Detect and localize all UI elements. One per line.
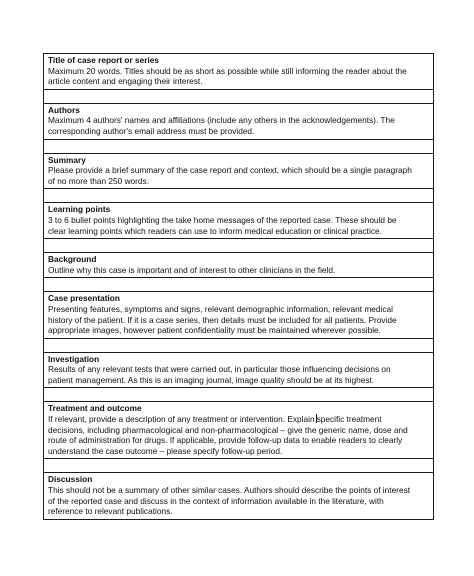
section-investigation (44, 352, 434, 388)
section-text-part: specific treatment decisions, including pharmacological and non-pharmacological – give the generic name, dose and route of administration for drugs. If applicable, provide follow-up data to enable readers to clearly understand the case outcome – please specify follow-up period. (48, 414, 408, 456)
blank-row (44, 388, 434, 402)
section-text: Maximum 4 authors' names and affiliations (include any others in the acknowledgements). The corresponding author's email address must be provided. (48, 115, 395, 136)
blank-cell[interactable] (44, 189, 434, 203)
section-text: Outline why this case is important and of interest to other clinicians in the field. (48, 264, 336, 275)
section-text: This should not be a summary of other similar cases. Authors should describe the points of interest of the reported case and discuss in the context of information available in the literature, with reference to relevant publications. (48, 485, 411, 517)
section-case-presentation (44, 292, 434, 338)
blank-row (44, 89, 434, 103)
section-learning-points (44, 203, 434, 239)
section-discussion (44, 473, 434, 519)
section-text: Results of any relevant tests that were carried out, in particular those influencing decisions on patient management. As this is an imaging journal, image quality should be at its highest. (48, 364, 391, 385)
section-cell[interactable] (44, 402, 434, 459)
blank-row (44, 139, 434, 153)
section-cell[interactable] (44, 253, 434, 278)
section-text: 3 to 6 bullet points highlighting the take home messages of the reported case. These should be clear learning points which readers can use to inform medical education or clinical practice. (48, 214, 397, 236)
section-cell[interactable] (44, 203, 434, 239)
section-cell[interactable] (44, 54, 434, 90)
blank-row (44, 189, 434, 203)
section-authors (44, 103, 434, 139)
blank-cell[interactable] (44, 388, 434, 402)
section-text: Presenting features, symptoms and signs, relevant demographic information, relevant medical history of the patient. If it is a case series, then details must be included for all patients. Provide appropriate images, however patient confidentiality must be maintained wherever possible. (48, 303, 397, 336)
section-treatment-and-outcome (44, 402, 434, 459)
section-text-part: If relevant, provide a description of any treatment or intervention. Explain (48, 414, 315, 425)
blank-row (44, 278, 434, 292)
section-title-of-case-report (44, 54, 434, 90)
section-heading: Case presentation (48, 293, 120, 304)
section-cell[interactable] (44, 473, 434, 519)
section-text: Please provide a brief summary of the case report and context, which should be a single paragraph of no more than 250 words. (48, 165, 412, 186)
blank-cell[interactable] (44, 278, 434, 292)
section-heading: Authors (48, 104, 80, 115)
section-cell[interactable] (44, 352, 434, 388)
section-summary (44, 153, 434, 189)
section-text: Maximum 20 words. Titles should be as short as possible while still informing the reader about the article content and engaging their interest. (48, 65, 407, 87)
section-background (44, 253, 434, 278)
section-cell[interactable] (44, 103, 434, 139)
section-heading: Discussion (48, 474, 93, 485)
case-report-template-table (43, 53, 434, 520)
section-heading: Background (48, 254, 97, 265)
blank-cell[interactable] (44, 139, 434, 153)
blank-row (44, 459, 434, 473)
section-heading: Learning points (48, 204, 111, 215)
blank-row (44, 338, 434, 352)
blank-row (44, 239, 434, 253)
section-heading: Summary (48, 154, 86, 165)
blank-cell[interactable] (44, 459, 434, 473)
section-cell[interactable] (44, 153, 434, 189)
section-heading: Investigation (48, 353, 100, 364)
section-heading: Treatment and outcome (48, 403, 142, 414)
blank-cell[interactable] (44, 239, 434, 253)
section-heading: Title of case report or series (48, 55, 159, 65)
section-text (48, 414, 429, 456)
blank-cell[interactable] (44, 89, 434, 103)
section-cell[interactable] (44, 292, 434, 338)
blank-cell[interactable] (44, 338, 434, 352)
